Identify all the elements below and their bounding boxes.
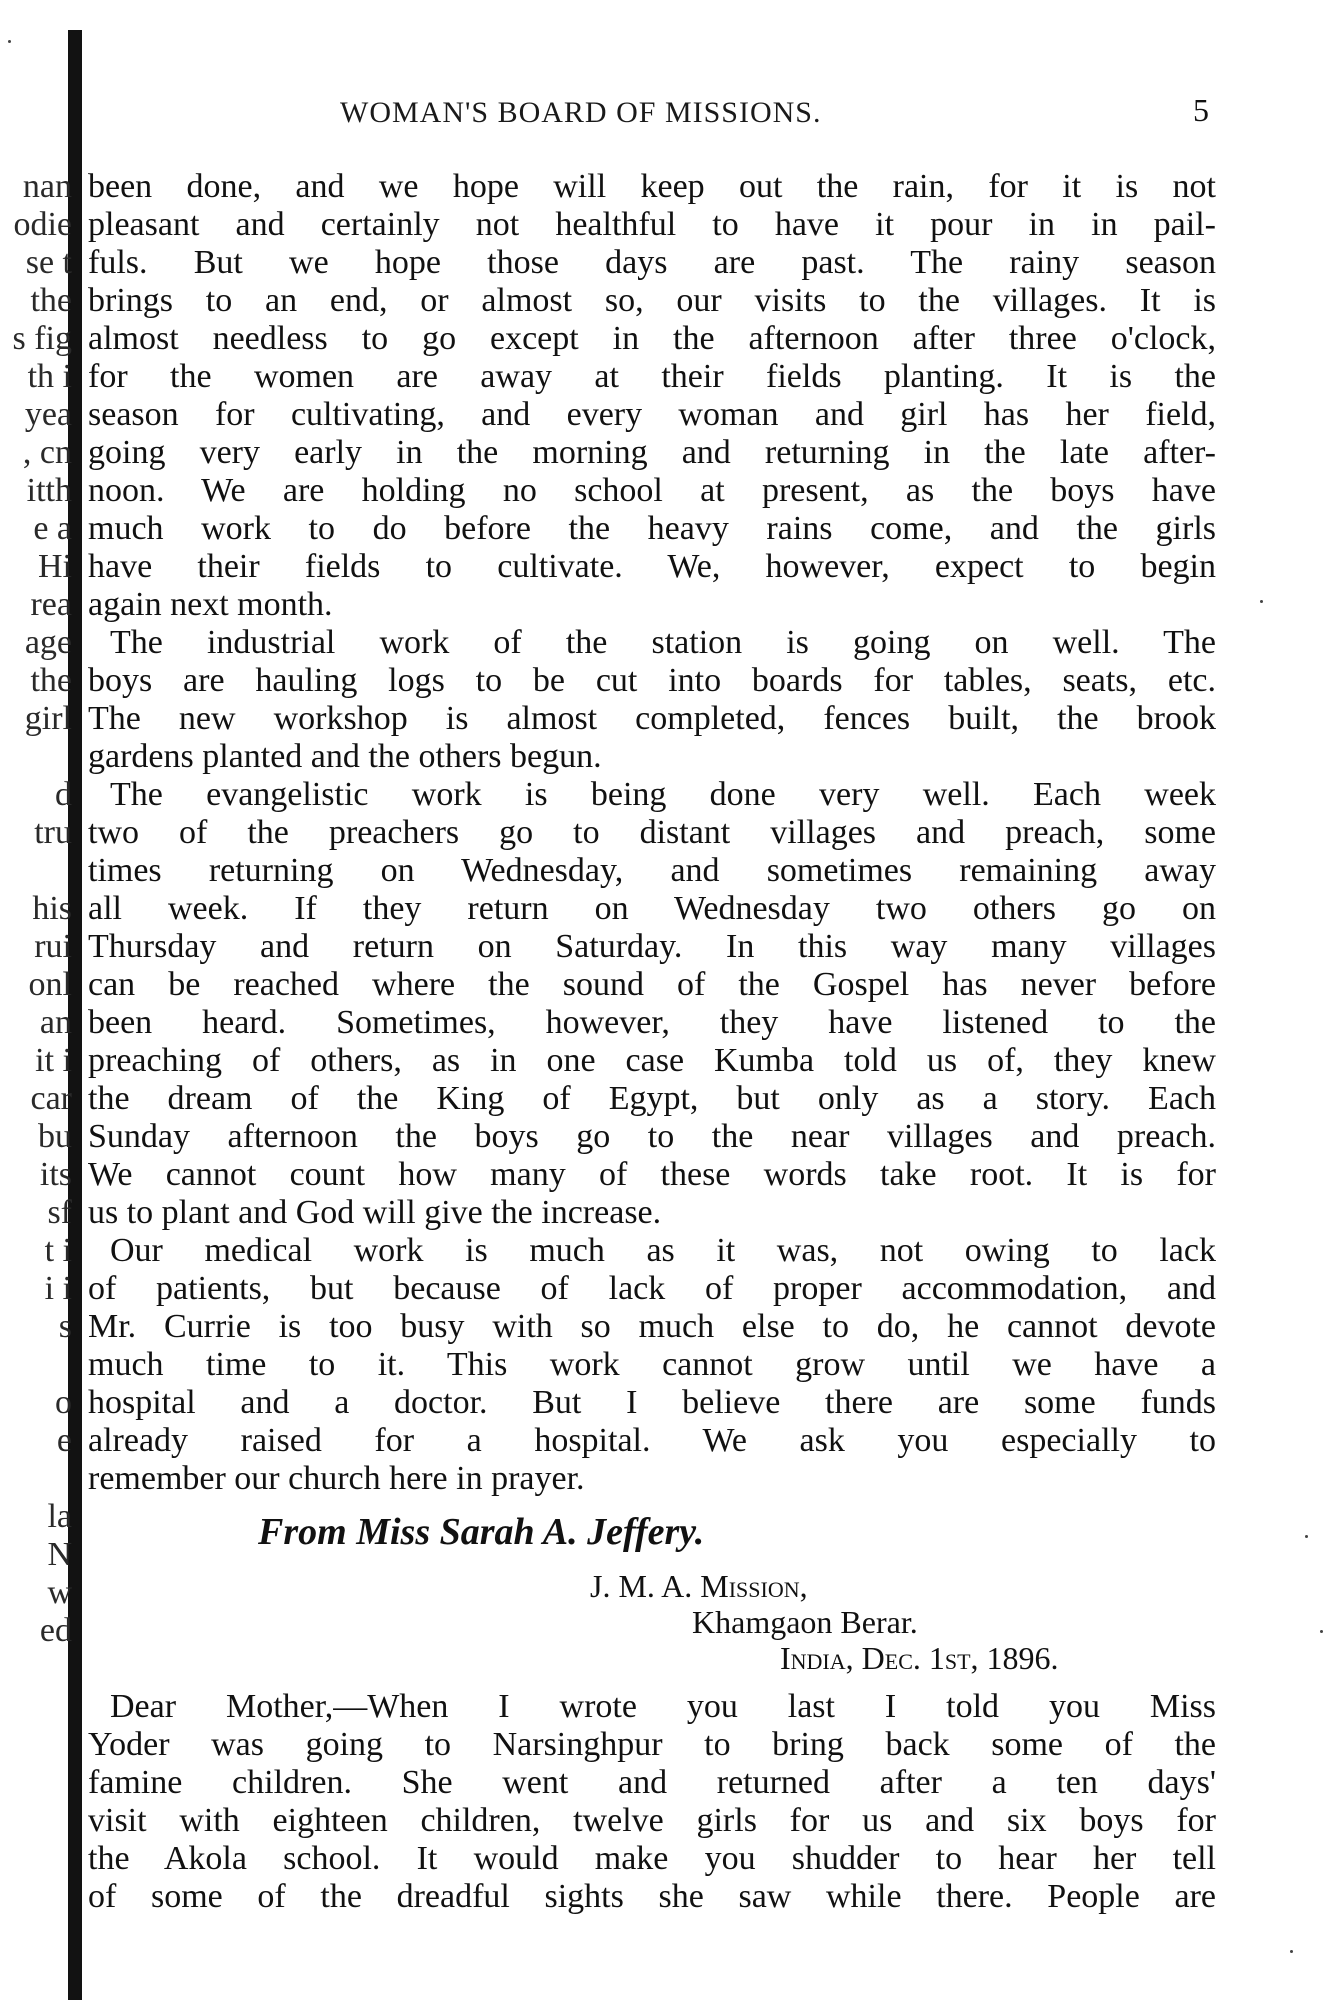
gutter-fragment: Hi xyxy=(38,548,72,585)
report-body xyxy=(88,168,1216,1498)
text-line: boys are hauling logs to be cut into boards for tables, seats, etc. xyxy=(88,662,1216,699)
gutter-fragment xyxy=(0,1346,72,1384)
gutter-fragment: an xyxy=(39,1004,72,1041)
gutter-fragment: sf xyxy=(47,1194,72,1231)
text-line: The new workshop is almost completed, fences built, the brook xyxy=(88,700,1216,737)
gutter-fragment: tru xyxy=(34,814,72,851)
gutter-fragment: s fig xyxy=(12,320,72,357)
gutter-fragment: the xyxy=(30,662,72,699)
letter-line: visit with eighteen children, twelve girls for us and six boys for xyxy=(88,1802,1216,1839)
gutter-fragment: it i xyxy=(35,1042,72,1079)
text-line: already raised for a hospital. We ask you especially to xyxy=(88,1422,1216,1459)
text-line: The evangelistic work is being done very well. Each week xyxy=(110,776,1216,813)
text-line: going very early in the morning and returning in the late after- xyxy=(88,434,1216,471)
text-line: all week. If they return on Wednesday two others go on xyxy=(88,890,1216,927)
gutter-fragment: ed xyxy=(39,1612,72,1649)
scan-speck xyxy=(1260,600,1263,603)
text-line: much work to do before the heavy rains come, and the girls xyxy=(88,510,1216,547)
address-line-3: India, Dec. 1st, 1896. xyxy=(780,1640,1059,1676)
gutter-fragment: th i xyxy=(27,358,72,395)
scan-speck xyxy=(1320,1630,1323,1633)
gutter-fragment: onl xyxy=(28,966,72,1003)
letter-line: of some of the dreadful sights she saw while there. People are xyxy=(88,1878,1216,1915)
text-line: pleasant and certainly not healthful to have it pour in in pail- xyxy=(88,206,1216,243)
gutter-fragment: age xyxy=(24,624,72,661)
gutter-fragment: d xyxy=(55,776,72,813)
gutter-fragment: N xyxy=(47,1536,72,1573)
text-line: of patients, but because of lack of proper accommodation, and xyxy=(88,1270,1216,1307)
gutter-fragment: se t xyxy=(25,244,72,281)
gutter-fragment: t i xyxy=(44,1232,72,1269)
text-line: brings to an end, or almost so, our visits to the villages. It is xyxy=(88,282,1216,319)
scan-speck xyxy=(1290,1950,1293,1953)
text-line: remember our church here in prayer. xyxy=(88,1460,585,1497)
text-line: times returning on Wednesday, and sometimes remaining away xyxy=(88,852,1216,889)
text-line: two of the preachers go to distant villages and preach, some xyxy=(88,814,1216,851)
address-line-2: Khamgaon Berar. xyxy=(692,1604,918,1640)
text-line: Our medical work is much as it was, not owing to lack xyxy=(110,1232,1216,1269)
text-line: have their fields to cultivate. We, however, expect to begin xyxy=(88,548,1216,585)
gutter-fragment: e xyxy=(56,1422,72,1459)
adjacent-page-fragments xyxy=(0,168,72,1650)
gutter-fragment: his xyxy=(32,890,72,927)
text-line: We cannot count how many of these words take root. It is for xyxy=(88,1156,1216,1193)
address-line-1: J. M. A. Mission, xyxy=(590,1568,808,1604)
gutter-fragment xyxy=(0,738,72,776)
text-line: Mr. Currie is too busy with so much else to do, he cannot devote xyxy=(88,1308,1216,1345)
text-line: for the women are away at their fields planting. It is the xyxy=(88,358,1216,395)
scan-speck xyxy=(8,40,11,43)
text-line: again next month. xyxy=(88,586,333,623)
letter-line: Yoder was going to Narsinghpur to bring back some of the xyxy=(88,1726,1216,1763)
text-line: been heard. Sometimes, however, they have listened to the xyxy=(88,1004,1216,1041)
gutter-fragment: la xyxy=(47,1498,72,1535)
gutter-fragment: itth xyxy=(26,472,72,509)
gutter-fragment xyxy=(0,852,72,890)
letter-line: Dear Mother,—When I wrote you last I told you Miss xyxy=(110,1688,1216,1725)
text-line: gardens planted and the others begun. xyxy=(88,738,602,775)
letter-body xyxy=(88,1688,1216,1916)
gutter-fragment: its xyxy=(39,1156,72,1193)
text-line: noon. We are holding no school at present, as the boys have xyxy=(88,472,1216,509)
gutter-fragment: car xyxy=(30,1080,72,1117)
gutter-fragment xyxy=(0,1460,72,1498)
gutter-fragment: girl xyxy=(24,700,72,737)
running-header: WOMAN'S BOARD OF MISSIONS. xyxy=(340,96,822,129)
text-line: can be reached where the sound of the Gospel has never before xyxy=(88,966,1216,1003)
page-number: 5 xyxy=(1193,92,1209,128)
gutter-fragment: nan xyxy=(22,168,72,205)
letter-heading: From Miss Sarah A. Jeffery. xyxy=(258,1511,705,1553)
text-line: Thursday and return on Saturday. In this way many villages xyxy=(88,928,1216,965)
gutter-fragment: the xyxy=(30,282,72,319)
text-line: the dream of the King of Egypt, but only as a story. Each xyxy=(88,1080,1216,1117)
gutter-fragment: e a xyxy=(33,510,72,547)
text-line: Sunday afternoon the boys go to the near villages and preach. xyxy=(88,1118,1216,1155)
text-line: been done, and we hope will keep out the rain, for it is not xyxy=(88,168,1216,205)
gutter-fragment: i i xyxy=(44,1270,72,1307)
text-line: preaching of others, as in one case Kumba told us of, they knew xyxy=(88,1042,1216,1079)
text-line: season for cultivating, and every woman and girl has her field, xyxy=(88,396,1216,433)
text-line: The industrial work of the station is going on well. The xyxy=(110,624,1216,661)
scan-speck xyxy=(1305,1535,1308,1538)
text-line: hospital and a doctor. But I believe there are some funds xyxy=(88,1384,1216,1421)
gutter-fragment: yea xyxy=(24,396,72,433)
gutter-fragment: rui xyxy=(34,928,72,965)
gutter-fragment: rea xyxy=(30,586,72,623)
text-line: much time to it. This work cannot grow until we have a xyxy=(88,1346,1216,1383)
text-line: almost needless to go except in the afternoon after three o'clock, xyxy=(88,320,1216,357)
gutter-fragment: , cn xyxy=(22,434,72,471)
gutter-fragment: s xyxy=(58,1308,72,1345)
gutter-fragment: bu xyxy=(38,1118,72,1155)
gutter-fragment: o xyxy=(55,1384,72,1421)
text-line: us to plant and God will give the increase. xyxy=(88,1194,662,1231)
text-line: fuls. But we hope those days are past. The rainy season xyxy=(88,244,1216,281)
gutter-fragment: odie xyxy=(13,206,72,243)
letter-line: the Akola school. It would make you shudder to hear her tell xyxy=(88,1840,1216,1877)
letter-line: famine children. She went and returned after a ten days' xyxy=(88,1764,1216,1801)
gutter-fragment: w xyxy=(47,1574,72,1611)
